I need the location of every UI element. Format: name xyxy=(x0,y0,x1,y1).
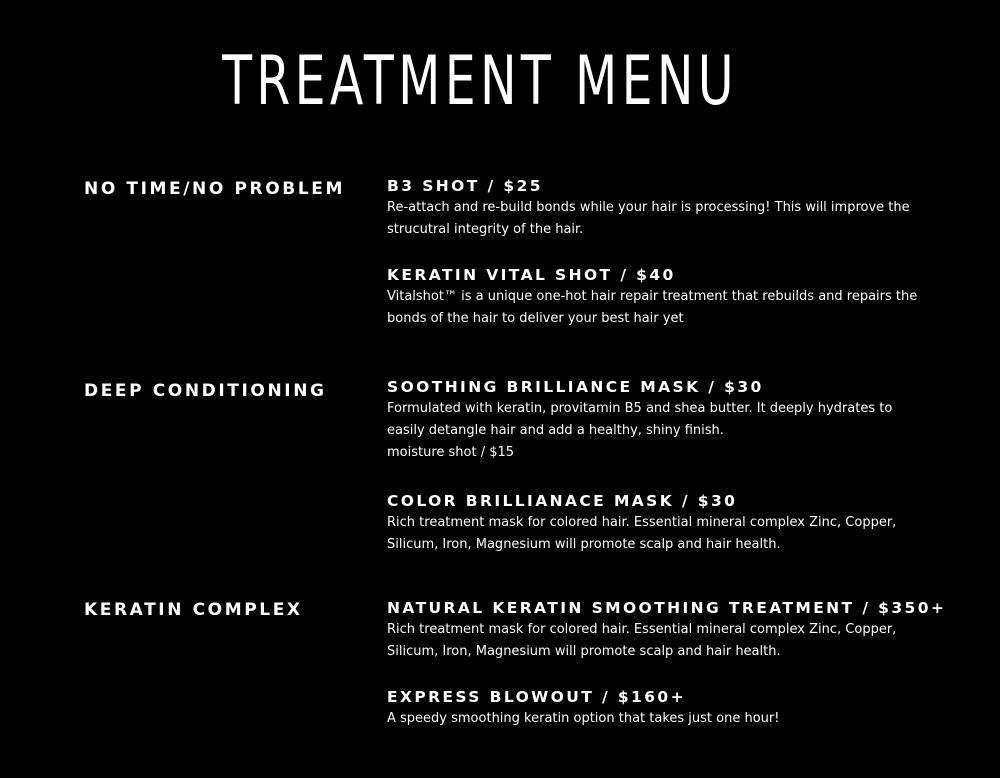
description-line: bonds of the hair to deliver your best hair yet xyxy=(387,311,684,326)
description-line: strucutral integrity of the hair. xyxy=(387,222,584,237)
description-line: Re-attach and re-build bonds while your hair is processing! This will improve the xyxy=(387,200,910,215)
description-line: Rich treatment mask for colored hair. Essential mineral complex Zinc, Copper, xyxy=(387,622,897,637)
item-name: KERATIN VITAL SHOT / $40 xyxy=(387,266,676,284)
item-description xyxy=(387,512,967,556)
item-description xyxy=(387,708,967,730)
description-line: Silicum, Iron, Magnesium will promote scalp and hair health. xyxy=(387,537,781,552)
menu-item-express-blowout xyxy=(387,686,967,730)
page-title: TREATMENT MENU xyxy=(222,42,738,121)
category-no-time-no-problem: NO TIME/NO PROBLEM xyxy=(84,179,345,199)
menu-item-soothing-brilliance-mask xyxy=(387,376,967,464)
item-name: EXPRESS BLOWOUT / $160+ xyxy=(387,688,686,706)
description-line: Vitalshot™ is a unique one-hot hair repair treatment that rebuilds and repairs the xyxy=(387,289,918,304)
item-name: COLOR BRILLIANACE MASK / $30 xyxy=(387,492,738,510)
item-description xyxy=(387,197,967,241)
item-name: SOOTHING BRILLIANCE MASK / $30 xyxy=(387,378,764,396)
description-line: moisture shot / $15 xyxy=(387,445,515,460)
description-line: Rich treatment mask for colored hair. Essential mineral complex Zinc, Copper, xyxy=(387,515,897,530)
menu-item-keratin-vital-shot xyxy=(387,264,967,330)
menu-item-color-brilliance-mask xyxy=(387,490,967,556)
item-name: NATURAL KERATIN SMOOTHING TREATMENT / $350+ xyxy=(387,599,947,617)
category-deep-conditioning: DEEP CONDITIONING xyxy=(84,381,327,401)
description-line: A speedy smoothing keratin option that takes just one hour! xyxy=(387,711,780,726)
item-name: B3 SHOT / $25 xyxy=(387,177,543,195)
menu-item-natural-keratin-smoothing xyxy=(387,597,967,663)
item-description xyxy=(387,286,967,330)
item-description xyxy=(387,619,967,663)
category-keratin-complex: KERATIN COMPLEX xyxy=(84,600,303,620)
menu-item-b3-shot xyxy=(387,175,967,241)
description-line: Formulated with keratin, provitamin B5 and shea butter. It deeply hydrates to xyxy=(387,401,893,416)
description-line: Silicum, Iron, Magnesium will promote scalp and hair health. xyxy=(387,644,781,659)
item-description xyxy=(387,398,967,464)
description-line: easily detangle hair and add a healthy, shiny finish. xyxy=(387,423,724,438)
